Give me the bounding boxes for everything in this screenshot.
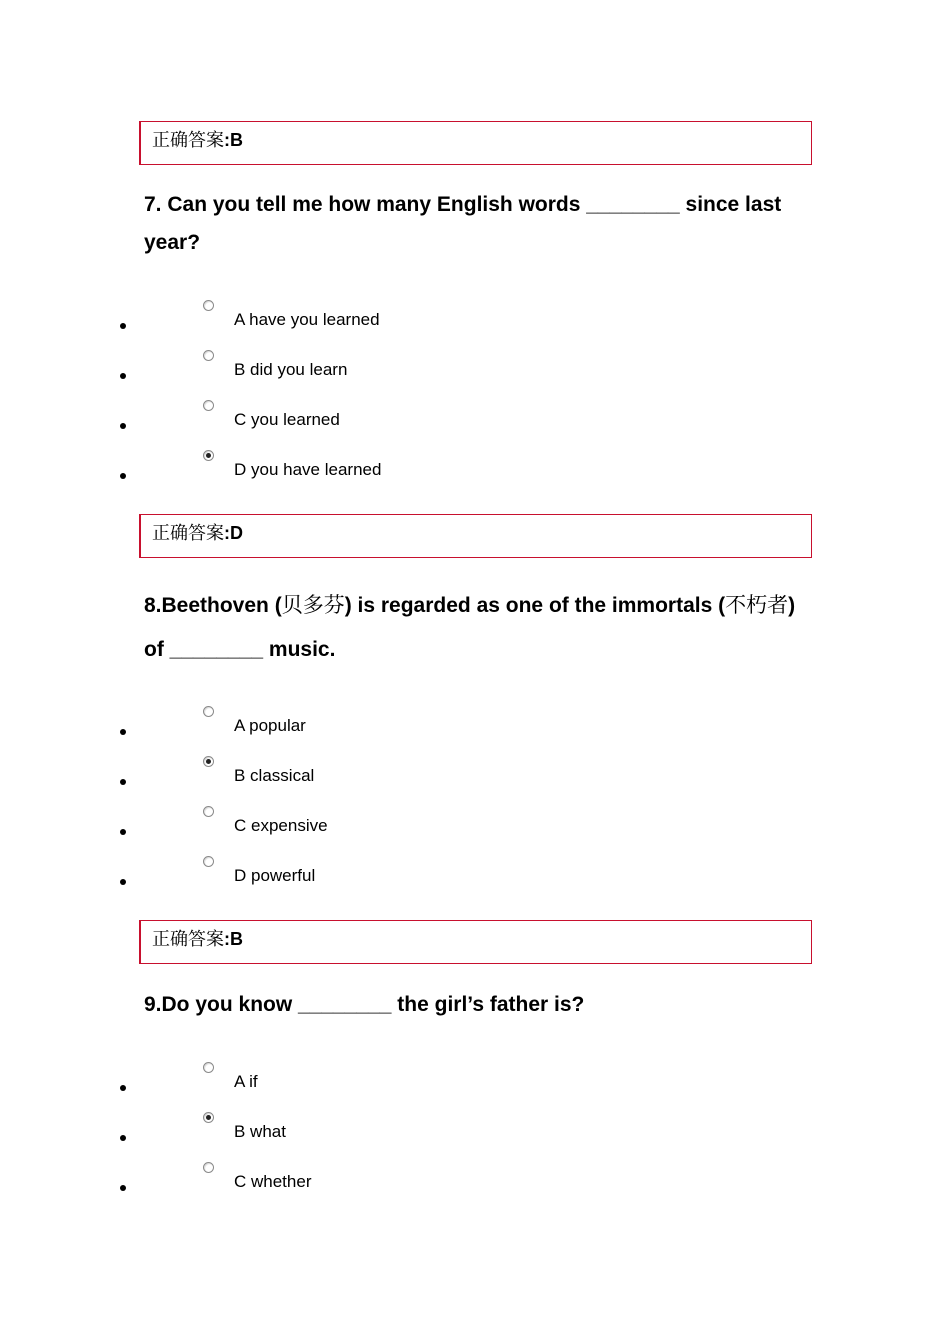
option-label: B what	[234, 1122, 286, 1141]
option-label: B classical	[234, 766, 315, 785]
correct-answer-label: 正确答案	[152, 929, 224, 950]
option-label: C you learned	[234, 410, 340, 429]
question-7-option-a[interactable]	[0, 300, 600, 340]
option-label: B did you learn	[234, 360, 348, 379]
bullet-icon	[120, 1085, 126, 1091]
correct-answer	[152, 524, 243, 543]
bullet-icon	[120, 1185, 126, 1191]
correct-answer-box	[139, 920, 812, 964]
correct-answer-label: 正确答案	[152, 523, 224, 544]
correct-answer	[152, 930, 243, 949]
question-7-option-b[interactable]	[0, 350, 600, 390]
question-9-option-b[interactable]	[0, 1112, 600, 1152]
option-label: A if	[234, 1072, 258, 1091]
question-8-part: ) is regarded as one of the immortals (	[344, 594, 726, 617]
bullet-icon	[120, 423, 126, 429]
correct-answer-box	[139, 514, 812, 558]
bullet-icon	[120, 729, 126, 735]
question-9-option-a[interactable]	[0, 1062, 600, 1102]
correct-answer-separator: :	[224, 523, 230, 543]
question-8-part: of ________ music.	[144, 638, 336, 661]
bullet-icon	[120, 1135, 126, 1141]
question-8-chinese-gloss: 贝多芬	[281, 593, 345, 617]
radio-button-icon[interactable]	[203, 706, 214, 717]
question-8-part: 8.Beethoven (	[144, 594, 282, 617]
question-7-option-d[interactable]	[0, 450, 600, 490]
radio-button-icon[interactable]	[203, 1162, 214, 1173]
bullet-icon	[120, 323, 126, 329]
radio-button-icon[interactable]	[203, 350, 214, 361]
correct-answer-value: B	[230, 929, 243, 949]
correct-answer-label: 正确答案	[152, 130, 224, 151]
bullet-icon	[120, 879, 126, 885]
correct-answer-separator: :	[224, 130, 230, 150]
option-label: D you have learned	[234, 460, 382, 479]
bullet-icon	[120, 829, 126, 835]
question-7-option-c[interactable]	[0, 400, 600, 440]
correct-answer	[152, 131, 243, 150]
question-8-part: )	[788, 594, 796, 617]
bullet-icon	[120, 779, 126, 785]
question-9-option-c[interactable]	[0, 1162, 600, 1202]
option-label: A popular	[234, 716, 306, 735]
bullet-icon	[120, 373, 126, 379]
radio-button-icon[interactable]	[203, 300, 214, 311]
option-label: A have you learned	[234, 310, 380, 329]
option-label: C whether	[234, 1172, 312, 1191]
correct-answer-value: B	[230, 130, 243, 150]
option-label: D powerful	[234, 866, 316, 885]
radio-button-checked-icon[interactable]	[203, 756, 214, 767]
question-8-chinese-gloss: 不朽者	[725, 593, 789, 617]
radio-button-checked-icon[interactable]	[203, 450, 214, 461]
option-label: C expensive	[234, 816, 328, 835]
question-7-text: 7. Can you tell me how many English words ________ since last year?	[144, 193, 782, 254]
question-8-option-c[interactable]	[0, 806, 600, 846]
question-8-option-b[interactable]	[0, 756, 600, 796]
radio-button-icon[interactable]	[203, 806, 214, 817]
question-9-text: 9.Do you know ________ the girl’s father is?	[144, 993, 585, 1016]
radio-button-icon[interactable]	[203, 400, 214, 411]
correct-answer-separator: :	[224, 929, 230, 949]
question-8-option-a[interactable]	[0, 706, 600, 746]
question-8-option-d[interactable]	[0, 856, 600, 896]
radio-button-icon[interactable]	[203, 1062, 214, 1073]
radio-button-checked-icon[interactable]	[203, 1112, 214, 1123]
correct-answer-box	[139, 121, 812, 165]
bullet-icon	[120, 473, 126, 479]
question-8-text	[144, 583, 824, 672]
radio-button-icon[interactable]	[203, 856, 214, 867]
correct-answer-value: D	[230, 523, 243, 543]
